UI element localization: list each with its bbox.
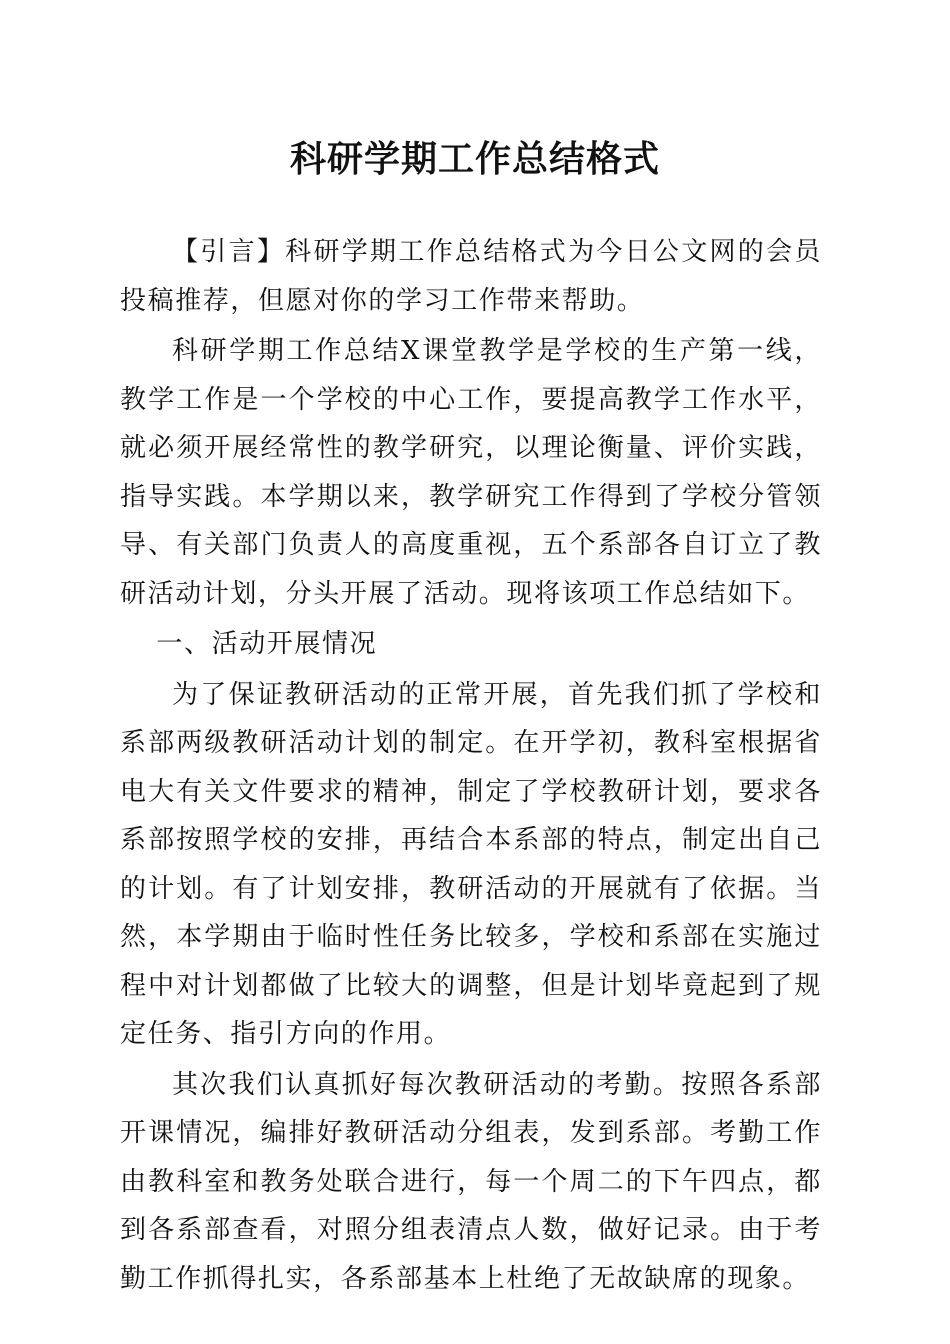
paragraph-2: 为了保证教研活动的正常开展，首先我们抓了学校和系部两级教研活动计划的制定。在开学初，教科室根据省电大有关文件要求的精神，制定了学校教研计划，要求各系部按照学校的安排，再结合本系部的特点，制定出自己的计划。有了计划安排，教研活动的开展就有了依据。当然，本学期由于临时性任务比较多，学校和系部在实施过程中对计划都做了比较大的调整，但是计划毕竟起到了规定任务、指引方向的作用。: [120, 679, 822, 1049]
paragraph-1: 科研学期工作总结X课堂教学是学校的生产第一线，教学工作是一个学校的中心工作，要提高教学工作水平，就必须开展经常性的教学研究，以理论衡量、评价实践，指导实践。本学期以来，教学研究工作得到了学校分管领导、有关部门负责人的高度重视，五个系部各自订立了教研活动计划，分头开展了活动。现将该项工作总结如下。: [120, 336, 822, 609]
intro-paragraph: 【引言】科研学期工作总结格式为今日公文网的会员投稿推荐，但愿对你的学习工作带来帮助。: [120, 237, 822, 316]
document-body: [120, 228, 822, 1303]
section-heading-1: 一、活动开展情况: [156, 629, 378, 659]
document-title: 科研学期工作总结格式: [289, 139, 660, 180]
paragraph-3: 其次我们认真抓好每次教研活动的考勤。按照各系部开课情况，编排好教研活动分组表，发到系部。考勤工作由教科室和教务处联合进行，每一个周二的下午四点，都到各系部查看，对照分组表清点人数，做好记录。由于考勤工作抓得扎实，各系部基本上杜绝了无故缺席的现象。: [120, 1069, 822, 1294]
